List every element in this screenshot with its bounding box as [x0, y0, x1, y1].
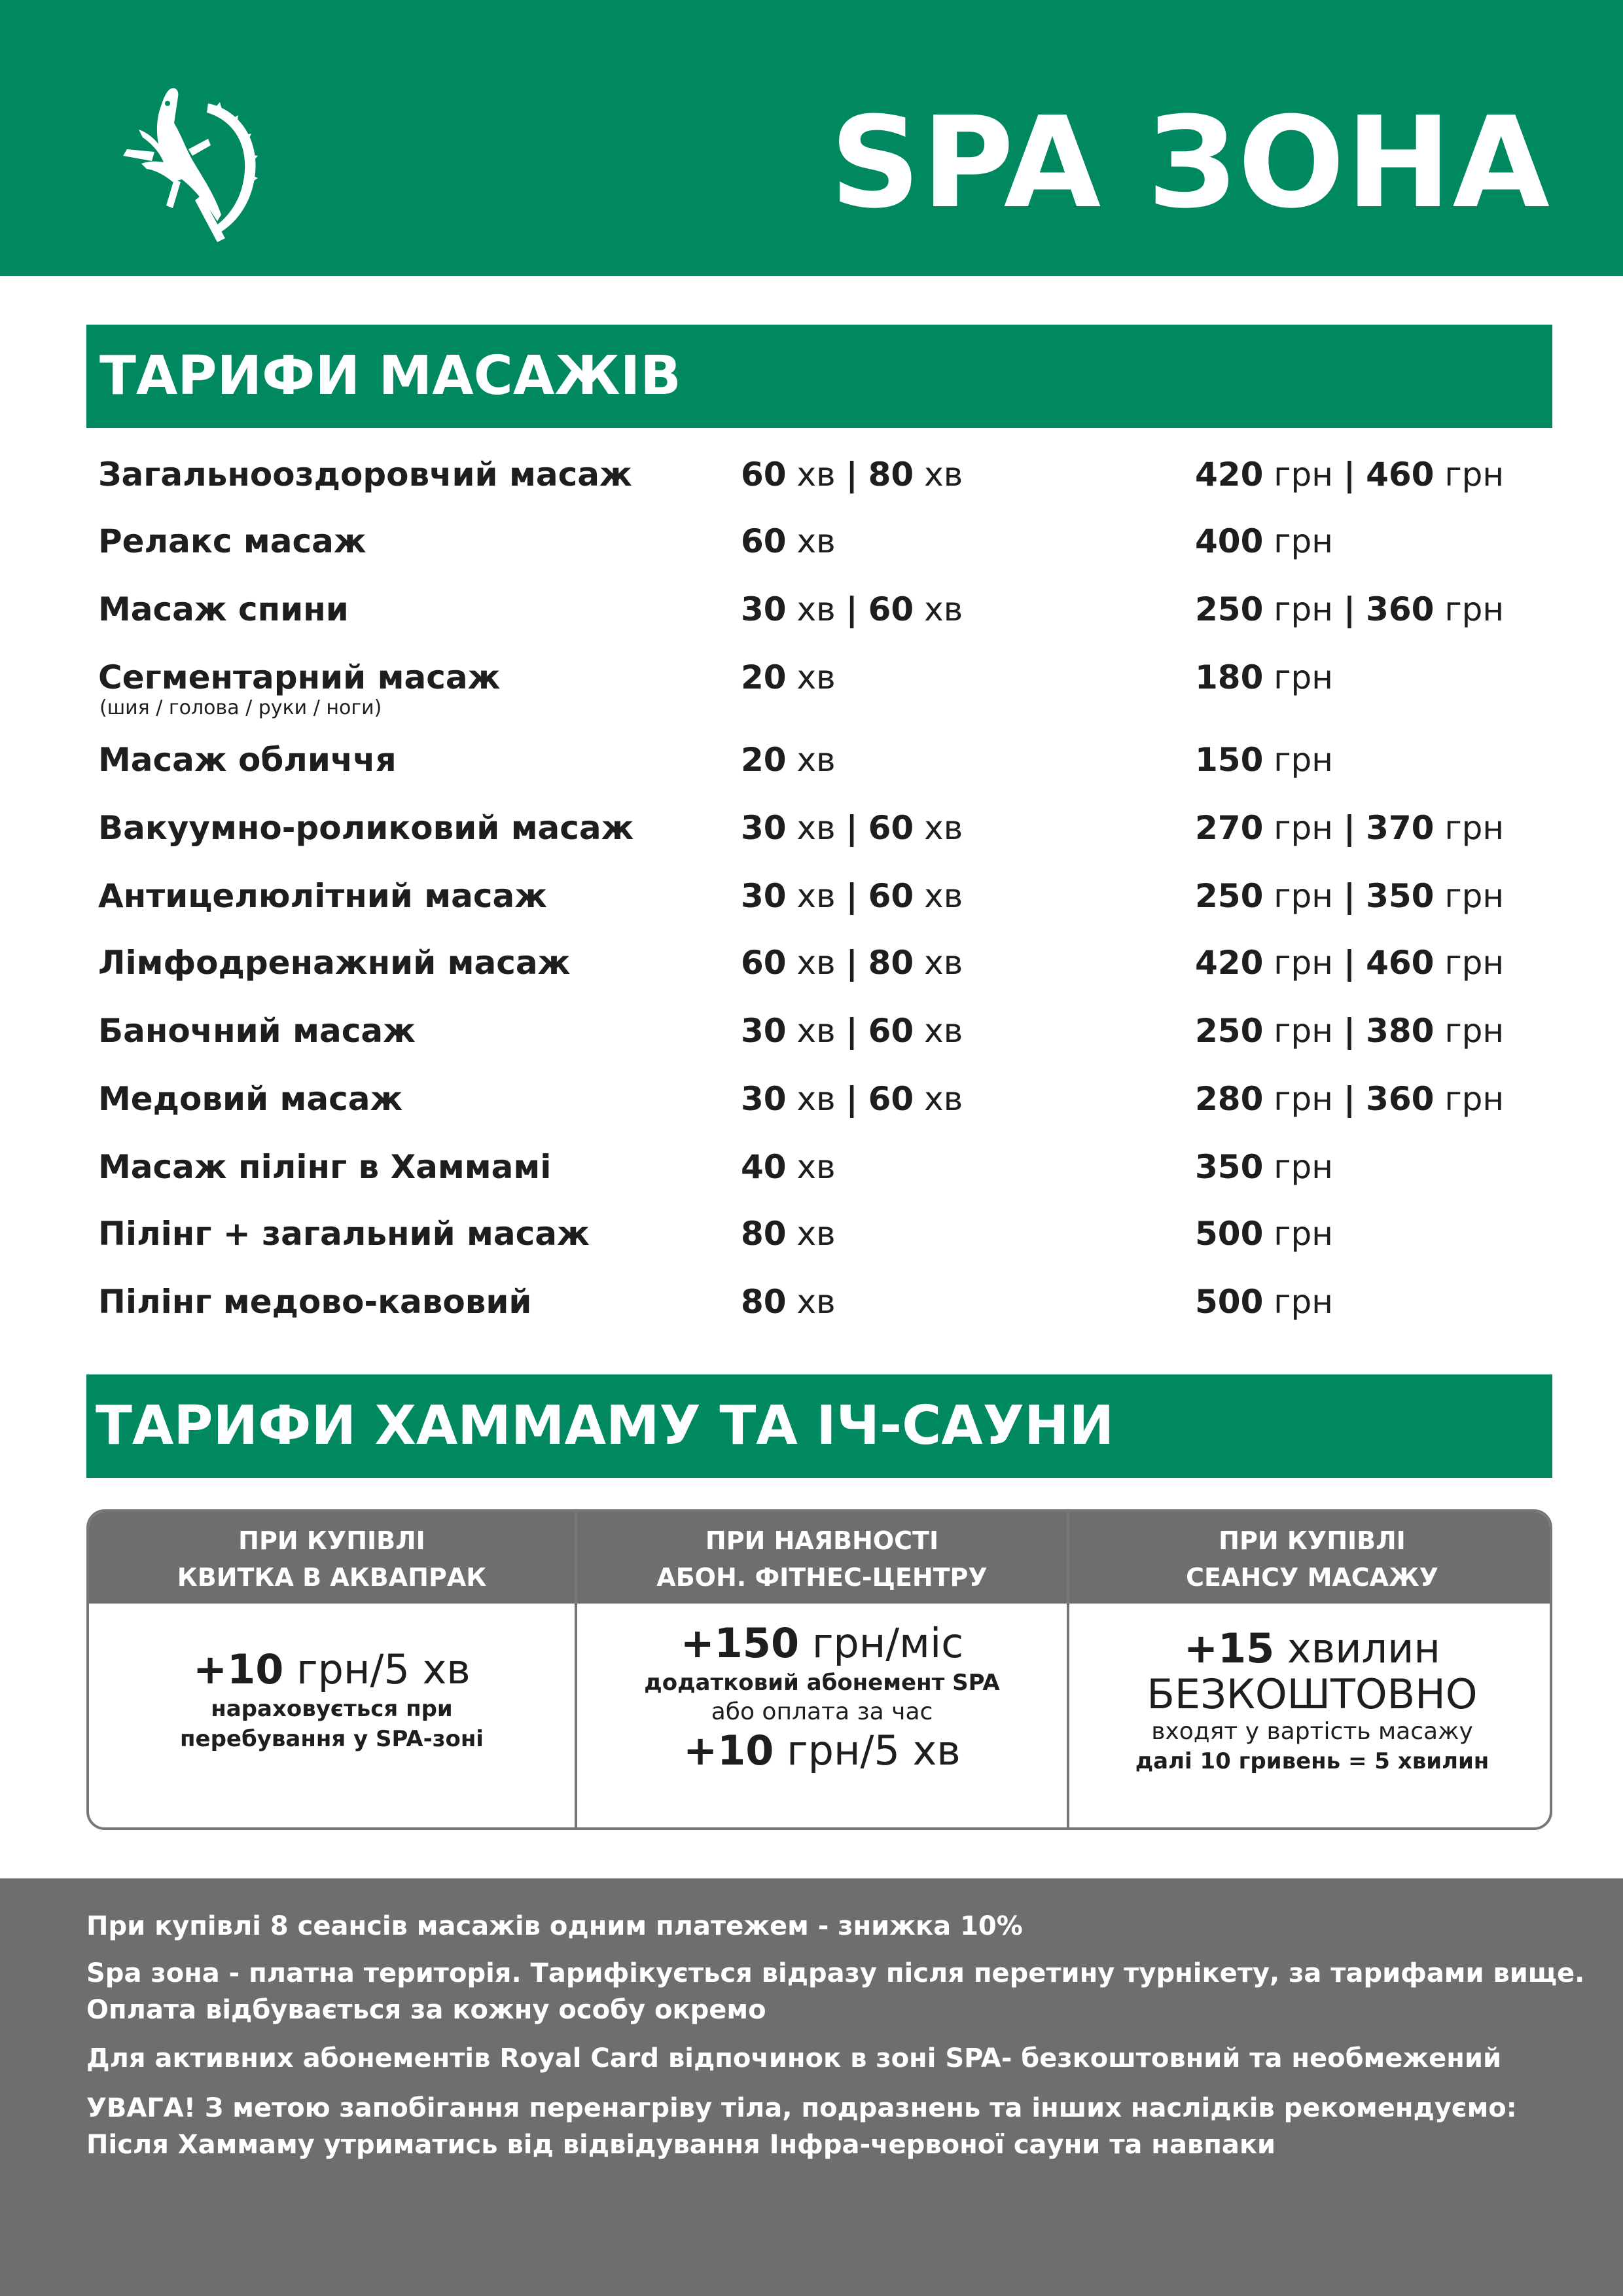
footer-note: При купівлі 8 сеансів масажів одним платежем - знижка 10% [86, 1911, 1023, 1941]
massage-price: 250 грн | 380 грн [1195, 1012, 1505, 1050]
tariff-column-body [577, 1604, 1067, 1775]
tariff-column-body [1069, 1604, 1552, 1776]
massage-row [0, 657, 1623, 719]
massage-row [0, 876, 1623, 935]
tariff-column-body [89, 1604, 575, 1754]
footer-notes [0, 1878, 1623, 2296]
massage-name: Баночний масаж [98, 1012, 416, 1050]
tariff-rate: +15 хвилин [1184, 1624, 1440, 1672]
footer-note: Після Хаммаму утриматись від відвідування Інфра-червоної сауни та навпаки [86, 2130, 1276, 2160]
massage-duration: 40 хв [741, 1148, 836, 1186]
massage-duration: 60 хв [741, 522, 836, 560]
massage-price: 150 грн [1195, 741, 1333, 779]
massage-duration: 30 хв | 60 хв [741, 590, 963, 628]
massage-name: Пілінг медово-кавовий [98, 1283, 532, 1321]
tariff-column-header: ПРИ КУПІВЛІ СЕАНСУ МАСАЖУ [1069, 1512, 1552, 1604]
tariff-note: додатковий абонемент SPA [644, 1670, 1000, 1696]
massage-row [0, 521, 1623, 580]
hammam-tariffs-table [86, 1509, 1552, 1830]
massage-price: 180 грн [1195, 658, 1333, 696]
hammam-tariffs-heading: ТАРИФИ ХАММАМУ ТА ІЧ-САУНИ [86, 1374, 1552, 1478]
massage-name: Пілінг + загальний масаж [98, 1215, 590, 1253]
massage-name: Релакс масаж [98, 522, 366, 560]
massage-price: 250 грн | 350 грн [1195, 877, 1505, 915]
massage-price: 280 грн | 360 грн [1195, 1080, 1505, 1118]
massage-name: Вакуумно-роликовий масаж [98, 809, 634, 847]
massage-name: Масаж спини [98, 590, 349, 628]
massage-note: (шия / голова / руки / ноги) [99, 696, 382, 719]
massage-duration: 30 хв | 60 хв [741, 809, 963, 847]
massage-row [0, 1147, 1623, 1206]
tariff-column-header: ПРИ НАЯВНОСТІ АБОН. ФІТНЕС-ЦЕНТРУ [577, 1512, 1067, 1604]
tariff-free-label: БЕЗКОШТОВНО [1147, 1670, 1478, 1718]
massage-duration: 60 хв | 80 хв [741, 456, 963, 493]
massage-price: 270 грн | 370 грн [1195, 809, 1505, 847]
massage-tariffs-heading: ТАРИФИ МАСАЖІВ [86, 325, 1552, 428]
tariff-column-aquapark [89, 1512, 575, 1827]
massage-duration: 80 хв [741, 1283, 836, 1321]
tariff-note: або оплата за час [711, 1698, 933, 1725]
massage-duration: 60 хв | 80 хв [741, 944, 963, 982]
massage-duration: 20 хв [741, 741, 836, 779]
massage-price: 420 грн | 460 грн [1195, 456, 1505, 493]
massage-row [0, 1079, 1623, 1138]
tariff-note: далі 10 гривень = 5 хвилин [1135, 1748, 1489, 1774]
tariff-note: входят у вартість масажу [1151, 1718, 1473, 1745]
footer-note: Spa зона - платна територія. Тарифікується відразу після перетину турнікету, за тарифами вище. [86, 1958, 1585, 1988]
tariff-column-fitness [577, 1512, 1067, 1827]
massage-duration: 30 хв | 60 хв [741, 1080, 963, 1118]
tariff-rate: +150 грн/міс [680, 1619, 964, 1667]
footer-note: Для активних абонементів Royal Card відпочинок в зоні SPA- безкоштовний та необмежений [86, 2043, 1501, 2073]
page-header [0, 0, 1623, 276]
tariff-column-massage [1069, 1512, 1552, 1827]
massage-name: Загальнооздоровчий масаж [98, 456, 632, 493]
massage-name: Масаж пілінг в Хаммамі [98, 1148, 552, 1186]
massage-row [0, 740, 1623, 798]
massage-row [0, 1011, 1623, 1069]
footer-note: Оплата відбувається за кожну особу окремо [86, 1995, 766, 2025]
massage-price: 500 грн [1195, 1283, 1333, 1321]
massage-name: Антицелюлітний масаж [98, 877, 547, 915]
massage-duration: 30 хв | 60 хв [741, 877, 963, 915]
massage-price: 420 грн | 460 грн [1195, 944, 1505, 982]
massage-row [0, 589, 1623, 648]
tariff-rate: +10 грн/5 хв [683, 1727, 961, 1774]
tariff-rate: +10 грн/5 хв [193, 1645, 471, 1693]
massage-price: 350 грн [1195, 1148, 1333, 1186]
massage-price: 400 грн [1195, 522, 1333, 560]
massage-row [0, 1213, 1623, 1272]
massage-duration: 80 хв [741, 1215, 836, 1253]
massage-duration: 20 хв [741, 658, 836, 696]
crocodile-icon [110, 84, 267, 246]
page-title: SPA ЗОНА [830, 90, 1551, 236]
massage-row [0, 1282, 1623, 1340]
massage-name: Масаж обличчя [98, 741, 397, 779]
tariff-column-header: ПРИ КУПІВЛІ КВИТКА В АКВАПРАК [89, 1512, 575, 1604]
footer-note: УВАГА! З метою запобігання перенагріву тіла, подразнень та інших наслідків рекомендуємо: [86, 2093, 1517, 2123]
massage-row [0, 942, 1623, 1001]
massage-price: 250 грн | 360 грн [1195, 590, 1505, 628]
massage-price: 500 грн [1195, 1215, 1333, 1253]
massage-duration: 30 хв | 60 хв [741, 1012, 963, 1050]
massage-row [0, 454, 1623, 513]
tariff-note: нараховується при [211, 1696, 453, 1722]
massage-name: Сегментарний масаж [98, 658, 501, 696]
massage-row [0, 808, 1623, 867]
massage-name: Медовий масаж [98, 1080, 403, 1118]
tariff-note: перебування у SPA-зоні [180, 1726, 484, 1752]
massage-name: Лімфодренажний масаж [98, 944, 571, 982]
